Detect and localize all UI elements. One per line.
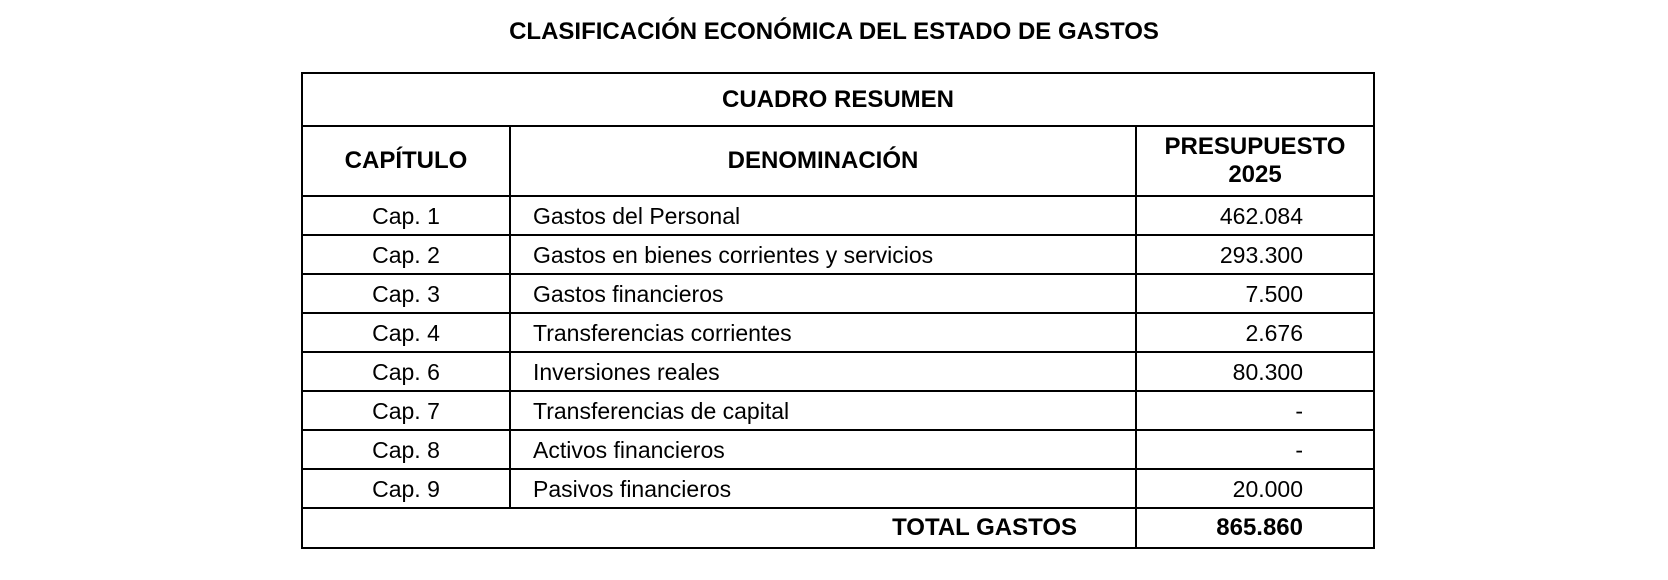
- table-caption: CUADRO RESUMEN: [302, 73, 1374, 126]
- total-value: 865.860: [1136, 508, 1374, 548]
- header-capitulo: CAPÍTULO: [302, 126, 510, 196]
- total-row: [302, 508, 1374, 548]
- header-presupuesto: [1136, 126, 1374, 196]
- cell-capitulo: Cap. 8: [302, 430, 510, 469]
- cell-capitulo: Cap. 6: [302, 352, 510, 391]
- cell-capitulo: Cap. 3: [302, 274, 510, 313]
- cell-presupuesto: 462.084: [1136, 196, 1374, 235]
- cell-presupuesto: -: [1136, 391, 1374, 430]
- cell-capitulo: Cap. 2: [302, 235, 510, 274]
- header-presupuesto-line2: 2025: [1228, 161, 1282, 188]
- cell-denominacion: Transferencias de capital: [510, 391, 1136, 430]
- table-row: [302, 313, 1374, 352]
- cell-denominacion: Inversiones reales: [510, 352, 1136, 391]
- table-row: [302, 235, 1374, 274]
- cell-denominacion: Pasivos financieros: [510, 469, 1136, 508]
- cell-denominacion: Gastos en bienes corrientes y servicios: [510, 235, 1136, 274]
- cell-presupuesto: 7.500: [1136, 274, 1374, 313]
- table-header-row: [302, 126, 1374, 196]
- table-row: [302, 274, 1374, 313]
- total-label: TOTAL GASTOS: [302, 508, 1136, 548]
- table-row: [302, 196, 1374, 235]
- cell-denominacion: Gastos financieros: [510, 274, 1136, 313]
- table-row: [302, 391, 1374, 430]
- cell-capitulo: Cap. 1: [302, 196, 510, 235]
- cell-capitulo: Cap. 7: [302, 391, 510, 430]
- header-presupuesto-line1: PRESUPUESTO: [1164, 133, 1346, 160]
- cell-denominacion: Activos financieros: [510, 430, 1136, 469]
- cell-presupuesto: -: [1136, 430, 1374, 469]
- header-denominacion: DENOMINACIÓN: [510, 126, 1136, 196]
- cell-presupuesto: 293.300: [1136, 235, 1374, 274]
- cell-capitulo: Cap. 9: [302, 469, 510, 508]
- cell-capitulo: Cap. 4: [302, 313, 510, 352]
- table-caption-row: [302, 73, 1374, 126]
- cell-denominacion: Gastos del Personal: [510, 196, 1136, 235]
- cell-presupuesto: 80.300: [1136, 352, 1374, 391]
- cell-denominacion: Transferencias corrientes: [510, 313, 1136, 352]
- cell-presupuesto: 2.676: [1136, 313, 1374, 352]
- summary-table: [301, 72, 1375, 549]
- table-row: [302, 469, 1374, 508]
- table-row: [302, 352, 1374, 391]
- cell-presupuesto: 20.000: [1136, 469, 1374, 508]
- document-title: CLASIFICACIÓN ECONÓMICA DEL ESTADO DE GASTOS: [509, 18, 1159, 45]
- table-row: [302, 430, 1374, 469]
